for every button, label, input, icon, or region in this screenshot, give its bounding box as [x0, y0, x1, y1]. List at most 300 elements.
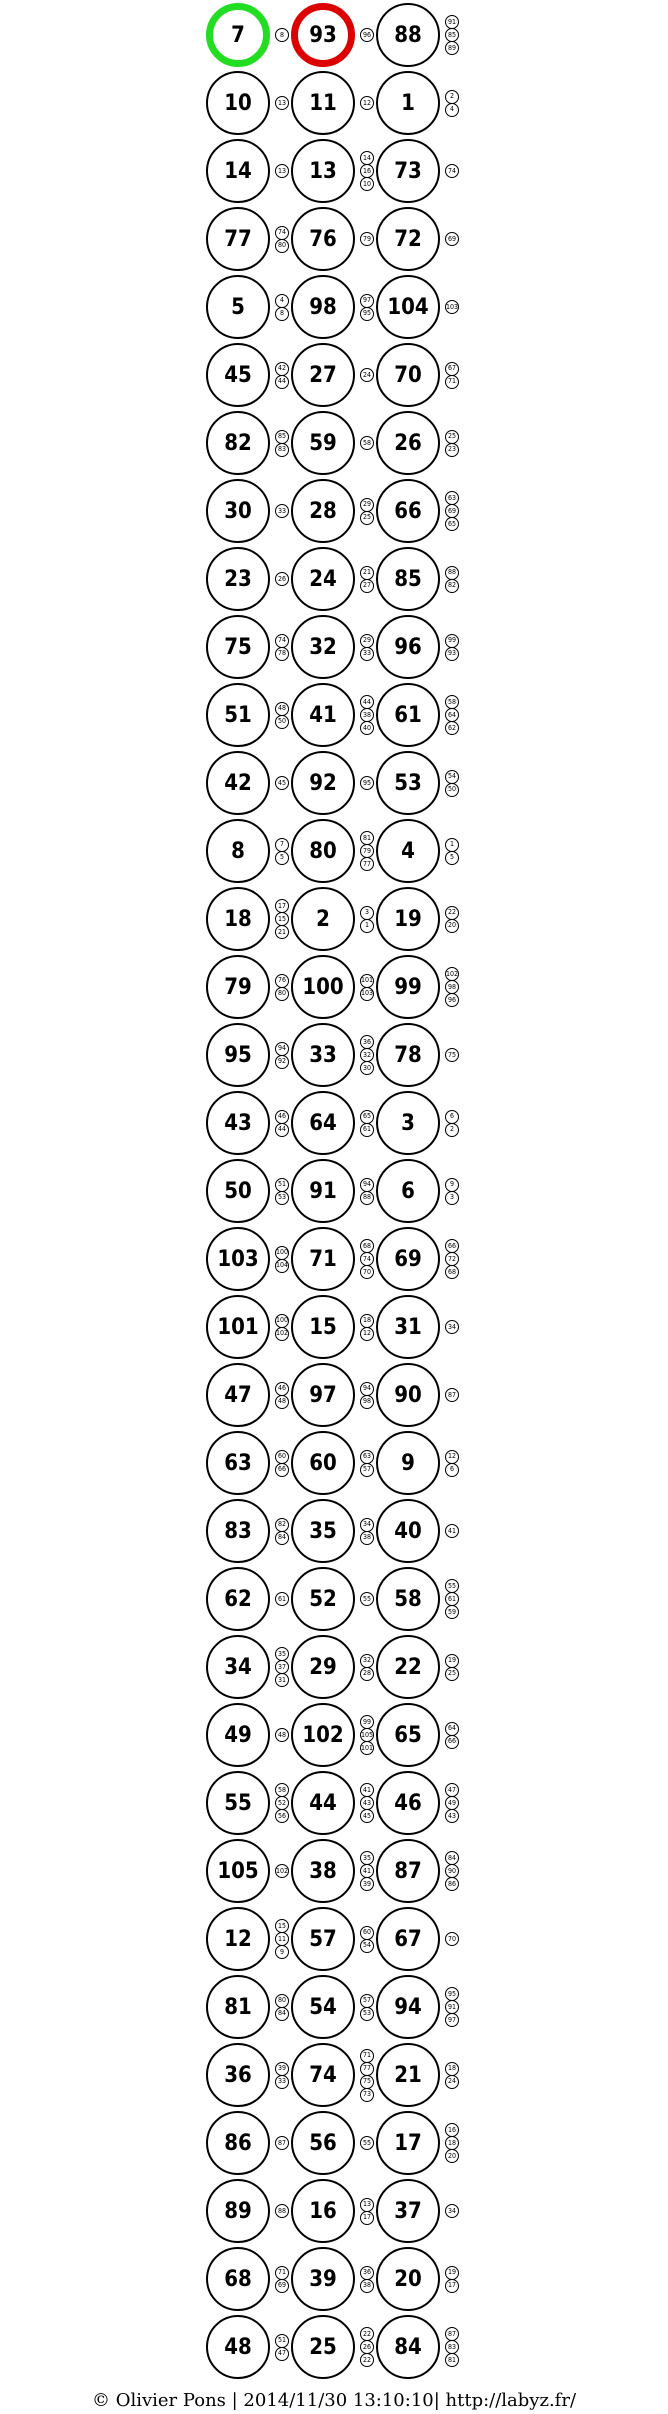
- hint-bubble: 33: [275, 2075, 289, 2089]
- hint-bubble: 86: [445, 1877, 459, 1891]
- hint-bubble: 88: [275, 2204, 289, 2218]
- cell-30[interactable]: 30: [206, 479, 270, 543]
- hint-bubble: 101: [360, 1741, 374, 1755]
- hint-bubble: 46: [275, 1110, 289, 1124]
- cell-13[interactable]: 13: [291, 139, 355, 203]
- hint-bubble: 49: [445, 1796, 459, 1810]
- hint-bubble: 58: [445, 695, 459, 709]
- hint-bubble: 25: [360, 511, 374, 525]
- hint-bubble: 33: [275, 504, 289, 518]
- hint-bubble: 91: [445, 15, 459, 29]
- cell-64[interactable]: 64: [291, 1091, 355, 1155]
- hint-bubble: 81: [445, 2353, 459, 2367]
- hint-bubble: 9: [445, 1178, 459, 1192]
- hint-bubble: 96: [445, 993, 459, 1007]
- cell-89[interactable]: 89: [206, 2179, 270, 2243]
- hint-bubble: 28: [360, 1667, 374, 1681]
- cell-56[interactable]: 56: [291, 2111, 355, 2175]
- cell-8[interactable]: 8: [206, 819, 270, 883]
- hint-bubble: 13: [275, 96, 289, 110]
- cell-93[interactable]: 93: [291, 3, 355, 67]
- hint-bubble: 59: [445, 1605, 459, 1619]
- cell-50[interactable]: 50: [206, 1159, 270, 1223]
- hint-bubble: 18: [360, 1314, 374, 1328]
- cell-25[interactable]: 25: [291, 2315, 355, 2379]
- hint-bubble: 80: [275, 239, 289, 253]
- cell-88[interactable]: 88: [376, 3, 440, 67]
- cell-43[interactable]: 43: [206, 1091, 270, 1155]
- hint-bubble: 6: [445, 1110, 459, 1124]
- hint-bubble: 2: [445, 1123, 459, 1137]
- cell-79[interactable]: 79: [206, 955, 270, 1019]
- cell-12[interactable]: 12: [206, 1907, 270, 1971]
- hint-bubble: 90: [445, 1864, 459, 1878]
- cell-19[interactable]: 19: [376, 887, 440, 951]
- cell-105[interactable]: 105: [206, 1839, 270, 1903]
- hint-bubble: 7: [275, 838, 289, 852]
- hint-bubble: 82: [275, 1518, 289, 1532]
- hint-bubble: 19: [445, 2266, 459, 2280]
- cell-14[interactable]: 14: [206, 139, 270, 203]
- hint-bubble: 17: [360, 2211, 374, 2225]
- hint-bubble: 65: [445, 517, 459, 531]
- hint-bubble: 55: [360, 1592, 374, 1606]
- hint-bubble: 1: [360, 919, 374, 933]
- hint-bubble: 99: [360, 1715, 374, 1729]
- hint-bubble: 69: [445, 232, 459, 246]
- hint-bubble: 68: [445, 1265, 459, 1279]
- cell-5[interactable]: 5: [206, 275, 270, 339]
- hint-bubble: 8: [275, 28, 289, 42]
- hint-bubble: 19: [445, 1654, 459, 1668]
- cell-47[interactable]: 47: [206, 1363, 270, 1427]
- cell-18[interactable]: 18: [206, 887, 270, 951]
- cell-91[interactable]: 91: [291, 1159, 355, 1223]
- hint-bubble: 22: [360, 2327, 374, 2341]
- hint-bubble: 72: [445, 1252, 459, 1266]
- hint-bubble: 25: [445, 1667, 459, 1681]
- cell-38[interactable]: 38: [291, 1839, 355, 1903]
- hint-bubble: 5: [445, 851, 459, 865]
- hint-bubble: 45: [275, 776, 289, 790]
- cell-78[interactable]: 78: [376, 1023, 440, 1087]
- hint-bubble: 26: [275, 572, 289, 586]
- hint-bubble: 88: [360, 1191, 374, 1205]
- hint-bubble: 69: [445, 504, 459, 518]
- hint-bubble: 57: [360, 1463, 374, 1477]
- hint-bubble: 63: [445, 491, 459, 505]
- cell-34[interactable]: 34: [206, 1635, 270, 1699]
- hint-bubble: 70: [360, 1265, 374, 1279]
- hint-bubble: 48: [275, 1395, 289, 1409]
- hint-bubble: 81: [360, 831, 374, 845]
- cell-51[interactable]: 51: [206, 683, 270, 747]
- hint-bubble: 22: [445, 906, 459, 920]
- cell-6[interactable]: 6: [376, 1159, 440, 1223]
- hint-bubble: 68: [360, 1239, 374, 1253]
- hint-bubble: 79: [360, 844, 374, 858]
- hint-bubble: 42: [275, 362, 289, 376]
- hint-bubble: 44: [275, 1123, 289, 1137]
- cell-44[interactable]: 44: [291, 1771, 355, 1835]
- hint-bubble: 20: [445, 2149, 459, 2163]
- hint-bubble: 13: [275, 164, 289, 178]
- hint-bubble: 41: [360, 1783, 374, 1797]
- hint-bubble: 87: [445, 1388, 459, 1402]
- cell-85[interactable]: 85: [376, 547, 440, 611]
- cell-100[interactable]: 100: [291, 955, 355, 1019]
- hint-bubble: 65: [360, 1110, 374, 1124]
- hint-bubble: 32: [360, 1048, 374, 1062]
- cell-65[interactable]: 65: [376, 1703, 440, 1767]
- hint-bubble: 1: [445, 838, 459, 852]
- hint-bubble: 77: [360, 2062, 374, 2076]
- hint-bubble: 51: [275, 1178, 289, 1192]
- cell-83[interactable]: 83: [206, 1499, 270, 1563]
- hint-bubble: 57: [360, 1994, 374, 2008]
- hint-bubble: 22: [360, 2353, 374, 2367]
- cell-104[interactable]: 104: [376, 275, 440, 339]
- hint-bubble: 58: [275, 1783, 289, 1797]
- hint-bubble: 93: [445, 647, 459, 661]
- hint-bubble: 78: [275, 647, 289, 661]
- cell-76[interactable]: 76: [291, 207, 355, 271]
- hint-bubble: 35: [275, 1647, 289, 1661]
- cell-73[interactable]: 73: [376, 139, 440, 203]
- hint-bubble: 58: [360, 436, 374, 450]
- hint-bubble: 34: [445, 2204, 459, 2218]
- hint-bubble: 55: [445, 1579, 459, 1593]
- cell-40[interactable]: 40: [376, 1499, 440, 1563]
- hint-bubble: 14: [360, 151, 374, 165]
- cell-11[interactable]: 11: [291, 71, 355, 135]
- hint-bubble: 89: [445, 41, 459, 55]
- hint-bubble: 71: [360, 2049, 374, 2063]
- hint-bubble: 84: [275, 2007, 289, 2021]
- hint-bubble: 4: [275, 294, 289, 308]
- hint-bubble: 44: [275, 375, 289, 389]
- hint-bubble: 101: [360, 974, 374, 988]
- cell-20[interactable]: 20: [376, 2247, 440, 2311]
- hint-bubble: 87: [275, 2136, 289, 2150]
- cell-53[interactable]: 53: [376, 751, 440, 815]
- cell-77[interactable]: 77: [206, 207, 270, 271]
- cell-92[interactable]: 92: [291, 751, 355, 815]
- cell-80[interactable]: 80: [291, 819, 355, 883]
- cell-9[interactable]: 9: [376, 1431, 440, 1495]
- hint-bubble: 20: [445, 919, 459, 933]
- cell-36[interactable]: 36: [206, 2043, 270, 2107]
- cell-62[interactable]: 62: [206, 1567, 270, 1631]
- hint-bubble: 41: [445, 1524, 459, 1538]
- cell-48[interactable]: 48: [206, 2315, 270, 2379]
- cell-87[interactable]: 87: [376, 1839, 440, 1903]
- hint-bubble: 62: [445, 721, 459, 735]
- hint-bubble: 66: [445, 1735, 459, 1749]
- hint-bubble: 102: [275, 1864, 289, 1878]
- cell-17[interactable]: 17: [376, 2111, 440, 2175]
- cell-21[interactable]: 21: [376, 2043, 440, 2107]
- hint-bubble: 95: [360, 307, 374, 321]
- hint-bubble: 53: [275, 1191, 289, 1205]
- hint-bubble: 29: [360, 498, 374, 512]
- cell-31[interactable]: 31: [376, 1295, 440, 1359]
- hint-bubble: 102: [445, 967, 459, 981]
- hint-bubble: 83: [445, 2340, 459, 2354]
- hint-bubble: 13: [360, 2198, 374, 2212]
- hint-bubble: 2: [445, 90, 459, 104]
- cell-26[interactable]: 26: [376, 411, 440, 475]
- hint-bubble: 55: [360, 2136, 374, 2150]
- cell-23[interactable]: 23: [206, 547, 270, 611]
- hint-bubble: 38: [360, 708, 374, 722]
- cell-70[interactable]: 70: [376, 343, 440, 407]
- cell-16[interactable]: 16: [291, 2179, 355, 2243]
- hint-bubble: 95: [360, 776, 374, 790]
- cell-99[interactable]: 99: [376, 955, 440, 1019]
- hint-bubble: 67: [445, 362, 459, 376]
- footer-credit: © Olivier Pons | 2014/11/30 13:10:10| http://labyz.fr/: [91, 2390, 577, 2411]
- hint-bubble: 87: [445, 2327, 459, 2341]
- hint-bubble: 54: [360, 1939, 374, 1953]
- cell-24[interactable]: 24: [291, 547, 355, 611]
- cell-2[interactable]: 2: [291, 887, 355, 951]
- hint-bubble: 38: [360, 2279, 374, 2293]
- hint-bubble: 54: [445, 770, 459, 784]
- cell-97[interactable]: 97: [291, 1363, 355, 1427]
- cell-3[interactable]: 3: [376, 1091, 440, 1155]
- cell-75[interactable]: 75: [206, 615, 270, 679]
- hint-bubble: 60: [360, 1926, 374, 1940]
- hint-bubble: 80: [275, 1994, 289, 2008]
- cell-66[interactable]: 66: [376, 479, 440, 543]
- cell-74[interactable]: 74: [291, 2043, 355, 2107]
- cell-29[interactable]: 29: [291, 1635, 355, 1699]
- hint-bubble: 9: [275, 1945, 289, 1959]
- hint-bubble: 73: [360, 2088, 374, 2102]
- hint-bubble: 38: [360, 1531, 374, 1545]
- hint-bubble: 34: [360, 1518, 374, 1532]
- hint-bubble: 16: [360, 164, 374, 178]
- hint-bubble: 32: [360, 1654, 374, 1668]
- cell-7[interactable]: 7: [206, 3, 270, 67]
- hint-bubble: 17: [445, 2279, 459, 2293]
- hint-bubble: 80: [275, 987, 289, 1001]
- hint-bubble: 17: [275, 899, 289, 913]
- hint-bubble: 85: [445, 28, 459, 42]
- cell-49[interactable]: 49: [206, 1703, 270, 1767]
- cell-55[interactable]: 55: [206, 1771, 270, 1835]
- hint-bubble: 92: [275, 1055, 289, 1069]
- hint-bubble: 70: [445, 1932, 459, 1946]
- hint-bubble: 74: [445, 164, 459, 178]
- hint-bubble: 64: [445, 708, 459, 722]
- cell-35[interactable]: 35: [291, 1499, 355, 1563]
- hint-bubble: 30: [360, 1061, 374, 1075]
- cell-90[interactable]: 90: [376, 1363, 440, 1427]
- cell-63[interactable]: 63: [206, 1431, 270, 1495]
- hint-bubble: 61: [445, 1592, 459, 1606]
- hint-bubble: 5: [275, 851, 289, 865]
- hint-bubble: 15: [275, 912, 289, 926]
- hint-bubble: 56: [275, 1809, 289, 1823]
- hint-bubble: 82: [445, 579, 459, 593]
- hint-bubble: 45: [360, 1809, 374, 1823]
- hint-bubble: 91: [445, 2000, 459, 2014]
- cell-68[interactable]: 68: [206, 2247, 270, 2311]
- cell-57[interactable]: 57: [291, 1907, 355, 1971]
- hint-bubble: 99: [445, 634, 459, 648]
- hint-bubble: 3: [445, 1191, 459, 1205]
- cell-58[interactable]: 58: [376, 1567, 440, 1631]
- cell-42[interactable]: 42: [206, 751, 270, 815]
- cell-69[interactable]: 69: [376, 1227, 440, 1291]
- hint-bubble: 47: [275, 2347, 289, 2361]
- hint-bubble: 33: [360, 647, 374, 661]
- cell-84[interactable]: 84: [376, 2315, 440, 2379]
- hint-bubble: 79: [360, 232, 374, 246]
- hint-bubble: 21: [360, 566, 374, 580]
- cell-61[interactable]: 61: [376, 683, 440, 747]
- hint-bubble: 94: [360, 1382, 374, 1396]
- hint-bubble: 18: [445, 2136, 459, 2150]
- cell-103[interactable]: 103: [206, 1227, 270, 1291]
- hint-bubble: 98: [360, 1395, 374, 1409]
- cell-27[interactable]: 27: [291, 343, 355, 407]
- hint-bubble: 35: [360, 1851, 374, 1865]
- hint-bubble: 23: [445, 443, 459, 457]
- hint-bubble: 105: [360, 1728, 374, 1742]
- hint-bubble: 61: [275, 1592, 289, 1606]
- hint-bubble: 94: [360, 1178, 374, 1192]
- cell-10[interactable]: 10: [206, 71, 270, 135]
- cell-41[interactable]: 41: [291, 683, 355, 747]
- cell-37[interactable]: 37: [376, 2179, 440, 2243]
- cell-39[interactable]: 39: [291, 2247, 355, 2311]
- hint-bubble: 76: [275, 974, 289, 988]
- hint-bubble: 41: [360, 1864, 374, 1878]
- hint-bubble: 36: [360, 2266, 374, 2280]
- hint-bubble: 96: [360, 28, 374, 42]
- cell-52[interactable]: 52: [291, 1567, 355, 1631]
- cell-1[interactable]: 1: [376, 71, 440, 135]
- cell-81[interactable]: 81: [206, 1975, 270, 2039]
- hint-bubble: 60: [275, 1450, 289, 1464]
- hint-bubble: 8: [275, 307, 289, 321]
- hint-bubble: 74: [275, 634, 289, 648]
- hint-bubble: 98: [445, 980, 459, 994]
- cell-95[interactable]: 95: [206, 1023, 270, 1087]
- hint-bubble: 100: [275, 1314, 289, 1328]
- hint-bubble: 51: [275, 2334, 289, 2348]
- hint-bubble: 48: [275, 1728, 289, 1742]
- hint-bubble: 15: [275, 1919, 289, 1933]
- hint-bubble: 50: [275, 715, 289, 729]
- hint-bubble: 74: [275, 226, 289, 240]
- hint-bubble: 77: [360, 857, 374, 871]
- hint-bubble: 94: [275, 1042, 289, 1056]
- hint-bubble: 37: [275, 1660, 289, 1674]
- hint-bubble: 52: [275, 1796, 289, 1810]
- cell-54[interactable]: 54: [291, 1975, 355, 2039]
- cell-59[interactable]: 59: [291, 411, 355, 475]
- hint-bubble: 3: [360, 906, 374, 920]
- hint-bubble: 83: [275, 443, 289, 457]
- cell-72[interactable]: 72: [376, 207, 440, 271]
- hint-bubble: 6: [445, 1463, 459, 1477]
- hint-bubble: 61: [360, 1123, 374, 1137]
- hint-bubble: 10: [360, 177, 374, 191]
- hint-bubble: 46: [275, 1382, 289, 1396]
- cell-67[interactable]: 67: [376, 1907, 440, 1971]
- hint-bubble: 4: [445, 103, 459, 117]
- cell-33[interactable]: 33: [291, 1023, 355, 1087]
- hint-bubble: 48: [275, 702, 289, 716]
- cell-102[interactable]: 102: [291, 1703, 355, 1767]
- hint-bubble: 66: [445, 1239, 459, 1253]
- hint-bubble: 104: [275, 1259, 289, 1273]
- hint-bubble: 75: [360, 2075, 374, 2089]
- hint-bubble: 40: [360, 721, 374, 735]
- hint-bubble: 31: [275, 1673, 289, 1687]
- hint-bubble: 39: [275, 2062, 289, 2076]
- cell-46[interactable]: 46: [376, 1771, 440, 1835]
- hint-bubble: 34: [445, 1320, 459, 1334]
- cell-32[interactable]: 32: [291, 615, 355, 679]
- cell-86[interactable]: 86: [206, 2111, 270, 2175]
- hint-bubble: 97: [360, 294, 374, 308]
- hint-bubble: 74: [360, 1252, 374, 1266]
- cell-28[interactable]: 28: [291, 479, 355, 543]
- hint-bubble: 95: [445, 1987, 459, 2001]
- hint-bubble: 85: [275, 430, 289, 444]
- hint-bubble: 103: [360, 987, 374, 1001]
- hint-bubble: 84: [275, 1531, 289, 1545]
- hint-bubble: 64: [445, 1722, 459, 1736]
- cell-94[interactable]: 94: [376, 1975, 440, 2039]
- hint-bubble: 16: [445, 2123, 459, 2137]
- cell-82[interactable]: 82: [206, 411, 270, 475]
- cell-96[interactable]: 96: [376, 615, 440, 679]
- hint-bubble: 71: [275, 2266, 289, 2280]
- cell-22[interactable]: 22: [376, 1635, 440, 1699]
- cell-4[interactable]: 4: [376, 819, 440, 883]
- hint-bubble: 24: [360, 368, 374, 382]
- hint-bubble: 50: [445, 783, 459, 797]
- hint-bubble: 47: [445, 1783, 459, 1797]
- cell-71[interactable]: 71: [291, 1227, 355, 1291]
- hint-bubble: 63: [360, 1450, 374, 1464]
- hint-bubble: 18: [445, 2062, 459, 2076]
- hint-bubble: 21: [275, 925, 289, 939]
- cell-45[interactable]: 45: [206, 343, 270, 407]
- hint-bubble: 36: [360, 1035, 374, 1049]
- cell-101[interactable]: 101: [206, 1295, 270, 1359]
- hint-bubble: 27: [360, 579, 374, 593]
- hint-bubble: 84: [445, 1851, 459, 1865]
- cell-15[interactable]: 15: [291, 1295, 355, 1359]
- hint-bubble: 97: [445, 2013, 459, 2027]
- cell-60[interactable]: 60: [291, 1431, 355, 1495]
- hint-bubble: 75: [445, 1048, 459, 1062]
- hint-bubble: 43: [360, 1796, 374, 1810]
- cell-98[interactable]: 98: [291, 275, 355, 339]
- hint-bubble: 53: [360, 2007, 374, 2021]
- hint-bubble: 12: [360, 1327, 374, 1341]
- hint-bubble: 12: [445, 1450, 459, 1464]
- hint-bubble: 24: [445, 2075, 459, 2089]
- hint-bubble: 26: [360, 2340, 374, 2354]
